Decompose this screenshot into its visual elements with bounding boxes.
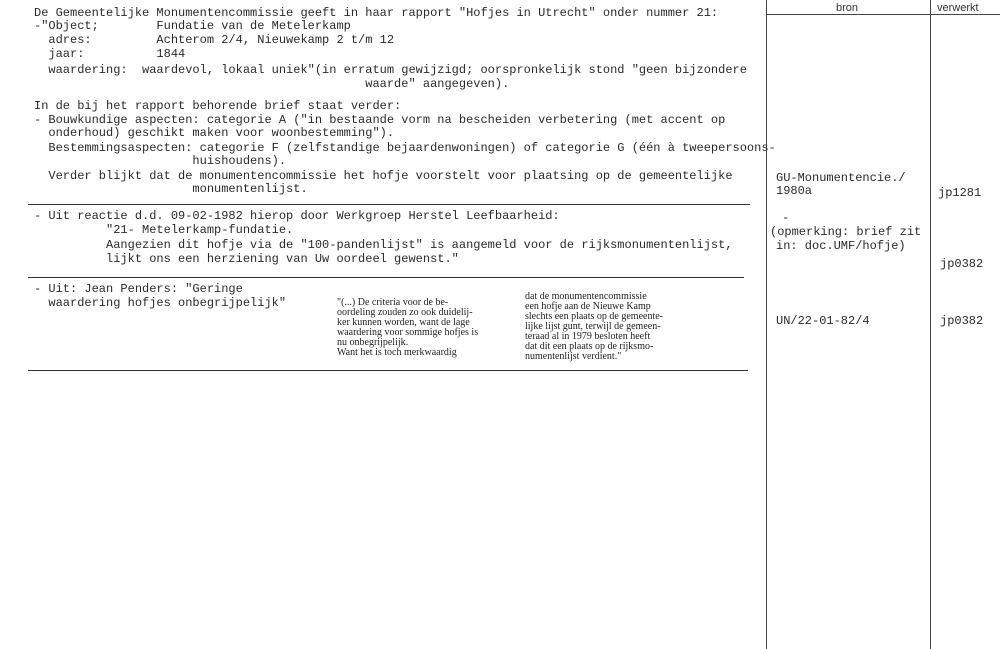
s1-verwerkt: jp1281 bbox=[938, 186, 982, 200]
column-divider-bron bbox=[766, 0, 767, 649]
s2-line-0: - Uit reactie d.d. 09-02-1982 hierop door Werkgroep Herstel Leefbaarheid: bbox=[34, 209, 560, 223]
clip-left-line-0: "(...) De criteria voor de be- bbox=[337, 297, 449, 308]
s1-bron-0: GU-Monumentencie./ bbox=[776, 171, 906, 185]
clip-left-line-5: Want het is toch merkwaardig bbox=[337, 347, 457, 358]
s1b-line-0: In de bij het rapport behorende brief staat verder: bbox=[34, 99, 402, 113]
s3-bron: UN/22-01-82/4 bbox=[776, 314, 870, 328]
newspaper-clipping-right bbox=[525, 292, 663, 362]
clip-left-line-3: waardering voor sommige hofjes is bbox=[337, 327, 479, 338]
s1-bron-1: 1980a bbox=[776, 184, 813, 198]
s1-line-2: adres: Achterom 2/4, Nieuwekamp 2 t/m 12 bbox=[34, 33, 395, 47]
clip-right-line-2: slechts een plaats op de gemeente- bbox=[525, 311, 663, 322]
header-bron: bron bbox=[836, 2, 859, 14]
s2-verwerkt: jp0382 bbox=[940, 257, 984, 271]
s2-line-1: "21- Metelerkamp-fundatie. bbox=[34, 223, 294, 237]
s1-line-4: waardering: waardevol, lokaal uniek"(in erratum gewijzigd; oorspronkelijk stond "geen bijzondere bbox=[34, 63, 747, 77]
clip-left-line-1: oordeling zouden zo ook duidelij- bbox=[337, 307, 473, 318]
s2-line-2: Aangezien dit hofje via de "100-pandenlijst" is aangemeld voor de rijksmonumentenlijst, bbox=[34, 238, 733, 252]
newspaper-clipping-left bbox=[337, 298, 478, 358]
s2-bron-dash: - bbox=[782, 211, 790, 225]
header-rule bbox=[766, 14, 1000, 15]
s1b-line-5: Verder blijkt dat de monumentencommissie het hofje voorstelt voor plaatsing op de gemeentelijke bbox=[34, 169, 733, 183]
clip-left-line-2: ker kunnen worden, want de lage bbox=[337, 317, 470, 328]
section-rule-3 bbox=[28, 370, 748, 371]
s1b-line-3: Bestemmingsaspecten: categorie F (zelfstandige bejaardenwoningen) of categorie G (één à tweepersoons- bbox=[34, 141, 776, 155]
section-rule-2 bbox=[28, 277, 744, 278]
clip-right-line-6: numentenlijst verdient." bbox=[525, 351, 622, 362]
clip-left-line-4: nu onbegrijpelijk. bbox=[337, 337, 409, 348]
s1b-line-6: monumentenlijst. bbox=[34, 182, 308, 196]
s1b-line-1: - Bouwkundige aspecten: categorie A ("in bestaande vorm na bescheiden verbetering (met accent op bbox=[34, 113, 726, 127]
s1b-line-4: huishoudens). bbox=[34, 154, 287, 168]
s1-line-0: De Gemeentelijke Monumentencommissie geeft in haar rapport "Hofjes in Utrecht" onder nummer 21: bbox=[34, 6, 719, 20]
s3-line-0: - Uit: Jean Penders: "Geringe bbox=[34, 282, 243, 296]
clip-right-line-5: dat dit een plaats op de rijksmo- bbox=[525, 341, 654, 352]
s3-line-1: waardering hofjes onbegrijpelijk" bbox=[34, 296, 287, 310]
s1-line-5: waarde" aangegeven). bbox=[34, 77, 510, 91]
s3-verwerkt: jp0382 bbox=[940, 314, 984, 328]
clip-right-line-3: lijke lijst gunt, terwijl de gemeen- bbox=[525, 321, 661, 332]
s2-line-3: lijkt ons een herziening van Uw oordeel gewenst." bbox=[34, 252, 459, 266]
s1b-line-2: onderhoud) geschikt maken voor woonbestemming"). bbox=[34, 126, 395, 140]
s1-line-1: -"Object; Fundatie van de Metelerkamp bbox=[34, 19, 351, 33]
section-rule-1 bbox=[28, 204, 750, 205]
clip-right-line-1: een hofje aan de Nieuwe Kamp bbox=[525, 301, 651, 312]
s1-line-3: jaar: 1844 bbox=[34, 47, 186, 61]
s2-bron-0: (opmerking: brief zit bbox=[770, 225, 922, 239]
clip-right-line-4: teraad al in 1979 besloten heeft bbox=[525, 331, 651, 342]
s2-bron-1: in: doc.UMF/hofje) bbox=[776, 239, 906, 253]
header-verwerkt: verwerkt bbox=[937, 2, 979, 14]
clip-right-line-0: dat de monumentencommissie bbox=[525, 291, 647, 302]
column-divider-verwerkt bbox=[930, 0, 931, 649]
